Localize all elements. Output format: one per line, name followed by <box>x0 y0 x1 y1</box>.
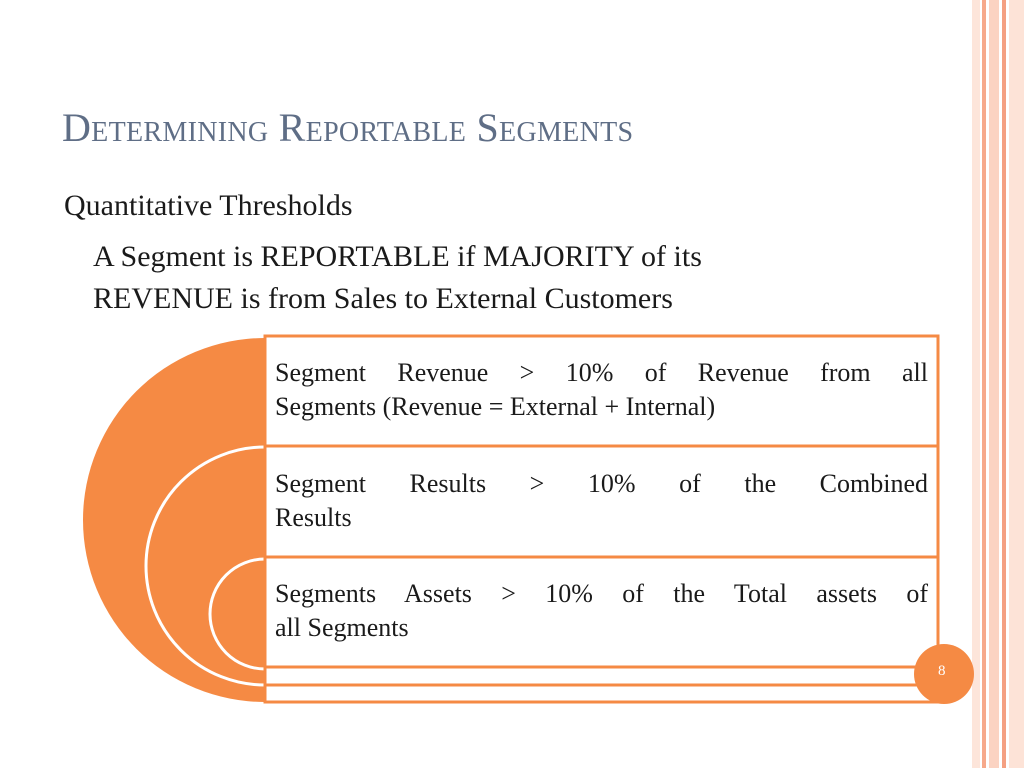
slide-subtitle: Quantitative Thresholds <box>64 189 353 222</box>
threshold-2-line-1: Segment Results > 10% of the Combined <box>275 469 928 498</box>
body-line-2: REVENUE is from Sales to External Customers <box>93 282 673 315</box>
slide-title: Determining Reportable Segments <box>62 105 634 150</box>
threshold-text-1 <box>275 356 928 424</box>
threshold-1-line-2: Segments (Revenue = External + Internal) <box>275 392 716 421</box>
threshold-text-2 <box>275 467 928 535</box>
threshold-3-line-2: all Segments <box>275 613 409 642</box>
outer-arc-shape <box>83 338 265 702</box>
page-number: 8 <box>938 663 946 679</box>
threshold-text-3 <box>275 577 928 645</box>
threshold-3-line-1: Segments Assets > 10% of the Total assets of <box>275 579 928 608</box>
body-line-1: A Segment is REPORTABLE if MAJORITY of its <box>93 240 702 273</box>
threshold-2-line-2: Results <box>275 503 352 532</box>
threshold-1-line-1: Segment Revenue > 10% of Revenue from all <box>275 358 928 387</box>
